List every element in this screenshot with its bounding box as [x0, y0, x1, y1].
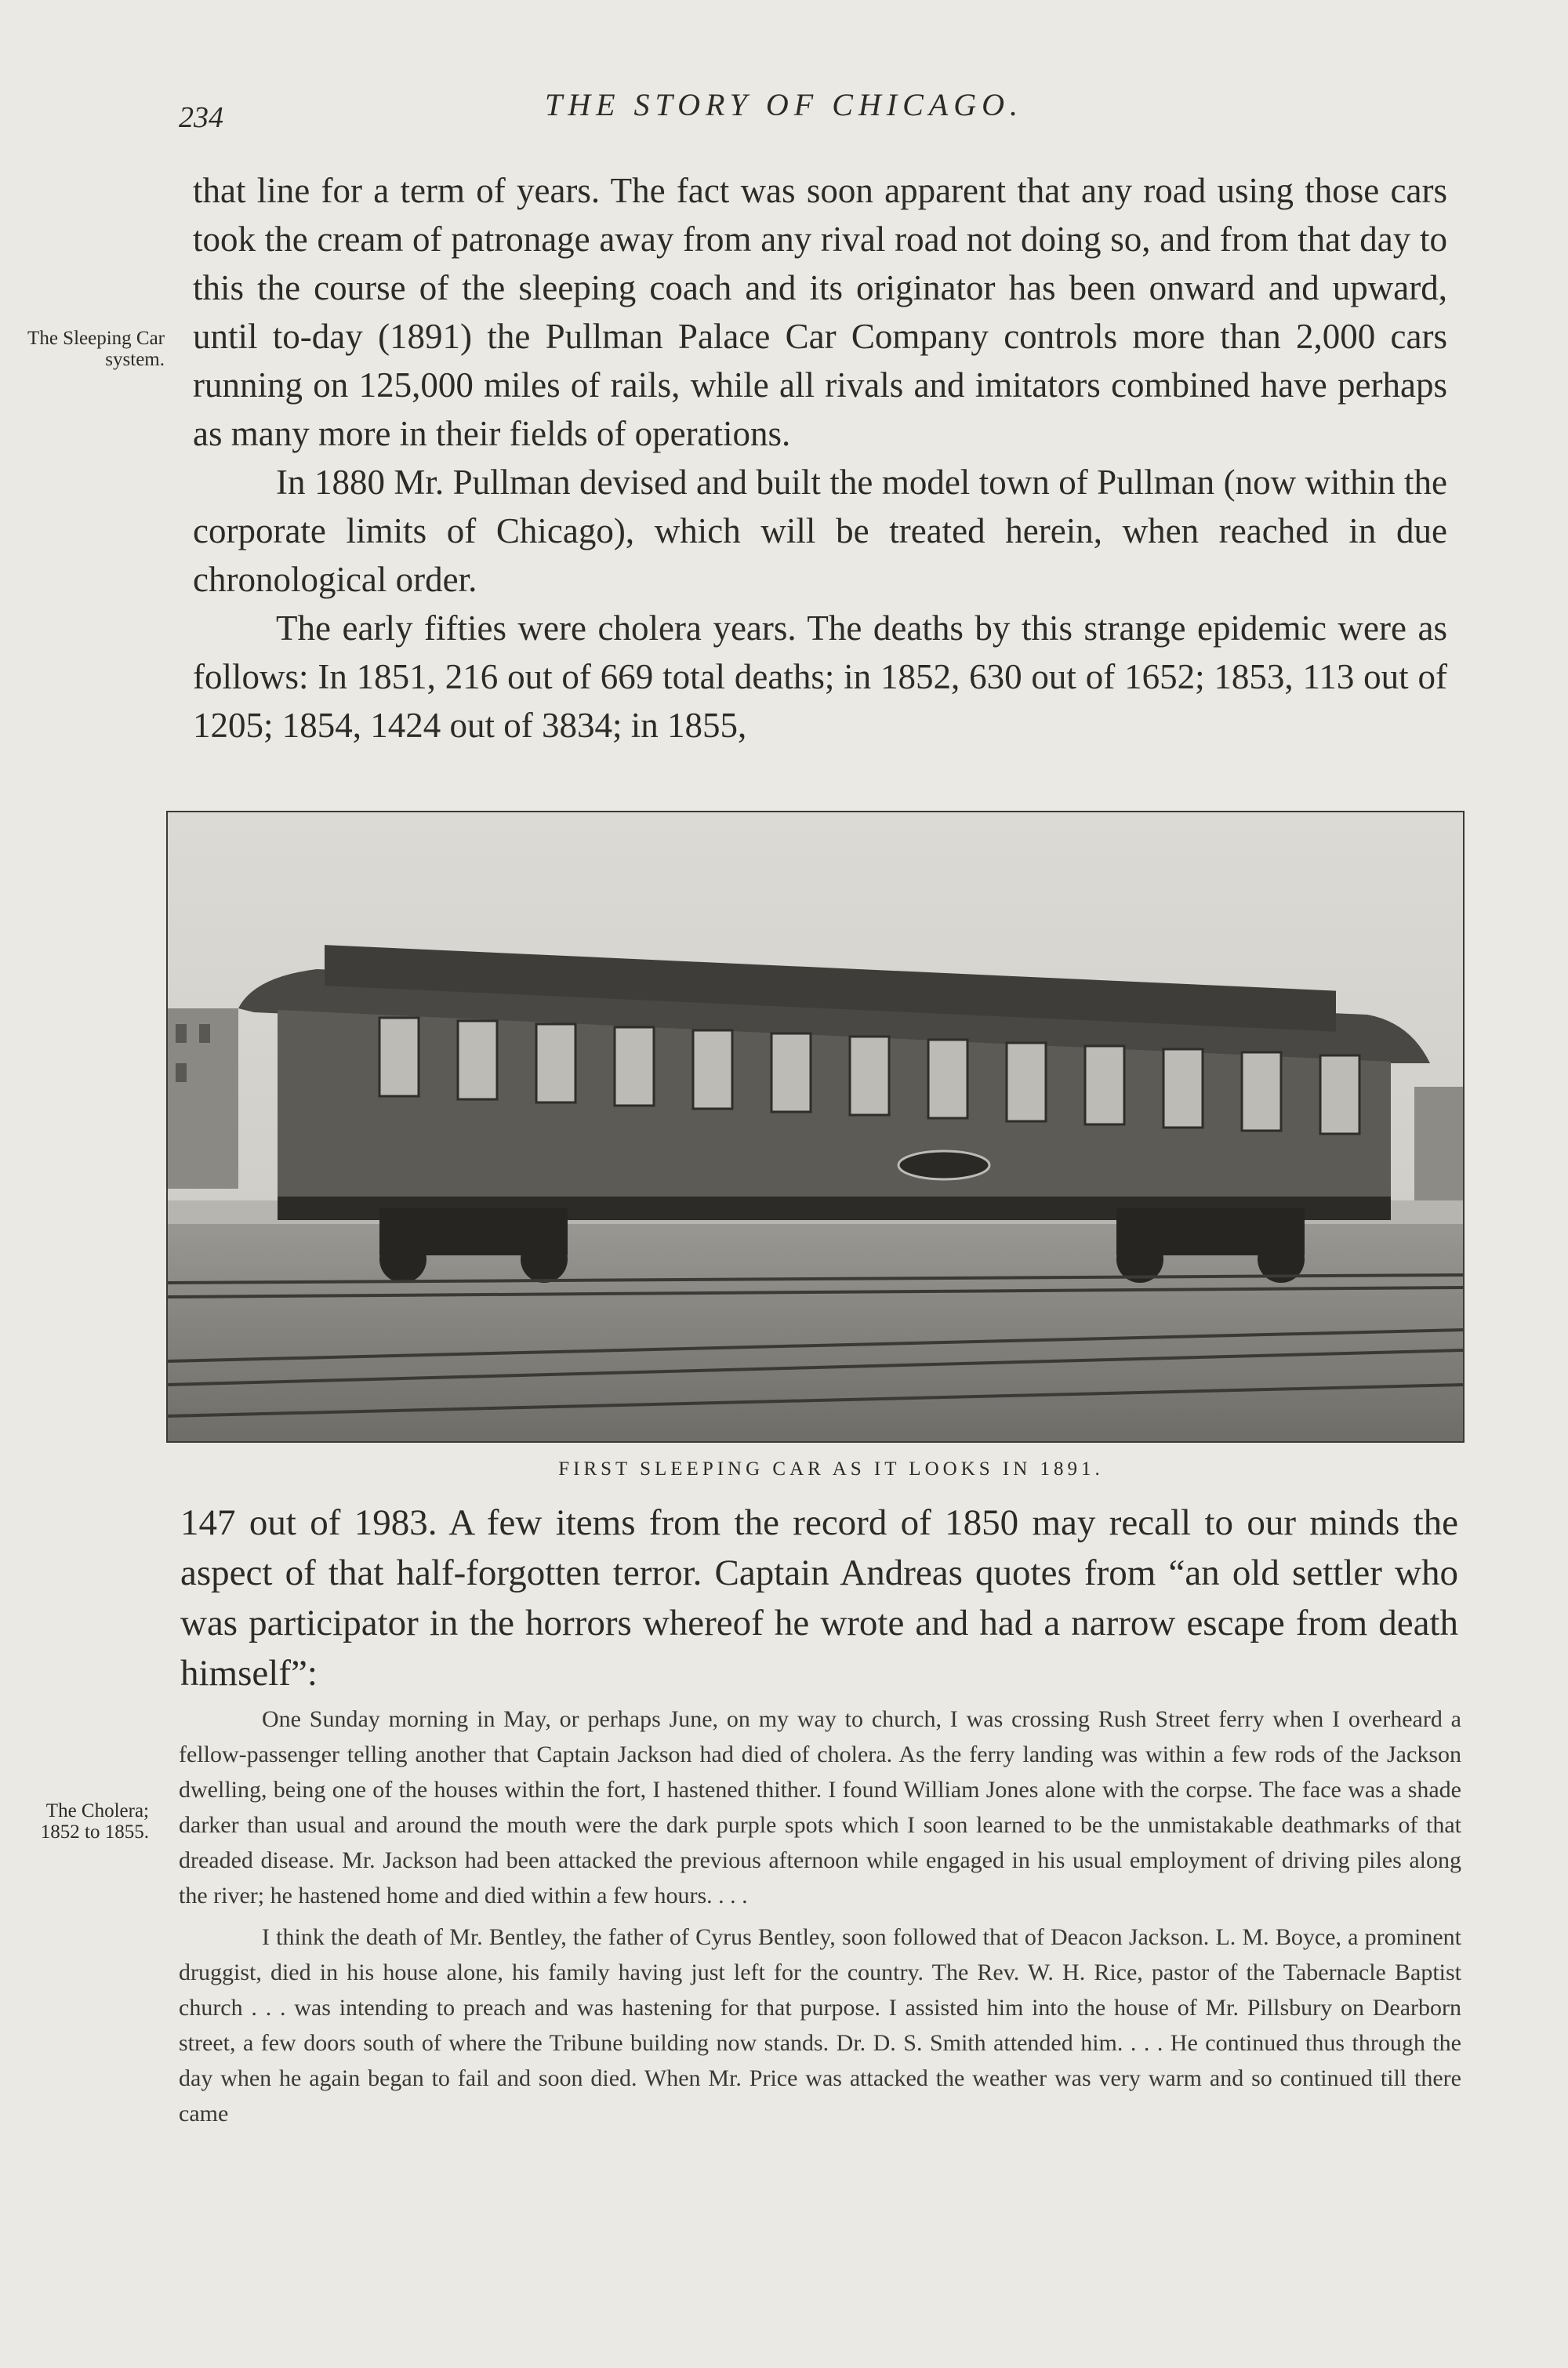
sleeping-car-photograph — [166, 811, 1465, 1443]
paragraph: The early fifties were cholera years. The deaths by this strange epidemic were as follows: In 1851, 216 out of 669 total deaths; in 1852, 630 out of 1652; 1853, 113 out of 1205; 1854, 1424 out of 3834; in 1855, — [193, 608, 1447, 745]
margin-note-sleeping-car: The Sleeping Car system. — [27, 328, 165, 370]
figure-caption: FIRST SLEEPING CAR AS IT LOOKS IN 1891. — [558, 1458, 1104, 1480]
quote-paragraph: One Sunday morning in May, or perhaps June, on my way to church, I was crossing Rush Street ferry when I overheard a fellow-passenger telling another that Captain Jackson had died of cholera. As the ferry landing was within a few rods of the Jackson dwelling, being one of the houses within the fort, I hastened thither. I found William Jones alone with the corpse. The face was a shade darker than usual and around the mouth were the dark purple spots which I soon learned to be the unmistakable deathmarks of that dreaded disease. Mr. Jackson had been attacked the previous afternoon while engaged in his usual employment of driving piles along the river; he hastened home and died within a few hours. . . . — [179, 1706, 1461, 1909]
quote-paragraph: I think the death of Mr. Bentley, the father of Cyrus Bentley, soon followed that of Deacon Jackson. L. M. Boyce, a prominent druggist, died in his house alone, his family having just left for the country. The Rev. W. H. Rice, pastor of the Tabernacle Baptist church . . . was intending to preach and was hastening for that purpose. I assisted him into the house of Mr. Pillsbury on Dearborn street, a few doors south of where the Tribune building now stands. Dr. D. S. Smith attended him. . . . He continued thus through the day when he again began to fail and soon died. When Mr. Price was attacked the weather was very warm and so continued till there came — [179, 1924, 1461, 2126]
body-text-continued — [180, 1498, 1458, 1698]
block-quote — [179, 1702, 1461, 2137]
paragraph: that line for a term of years. The fact was soon apparent that any road using those cars took the cream of patronage away from any rival road not doing so, and from that day to this the course of the sleeping coach and its originator has been onward and upward, until to-day (1891) the Pullman Palace Car Company controls more than 2,000 cars running on 125,000 miles of rails, while all rivals and imitators combined have perhaps as many more in their fields of operations. — [193, 171, 1447, 453]
running-title: THE STORY OF CHICAGO. — [544, 87, 1024, 122]
sleeping-car-illustration — [168, 812, 1463, 1441]
body-text-top — [193, 166, 1447, 750]
margin-note-cholera: The Cholera; 1852 to 1855. — [40, 1800, 149, 1843]
paragraph: 147 out of 1983. A few items from the record of 1850 may recall to our minds the aspect of that half-forgotten terror. Captain Andreas quotes from “an old settler who was participator in the horrors whereof he wrote and had a narrow escape from death himself”: — [180, 1502, 1458, 1694]
paragraph: In 1880 Mr. Pullman devised and built the model town of Pullman (now within the corporate limits of Chicago), which will be treated herein, when reached in due chronological order. — [193, 463, 1447, 599]
page-number: 234 — [179, 101, 223, 134]
